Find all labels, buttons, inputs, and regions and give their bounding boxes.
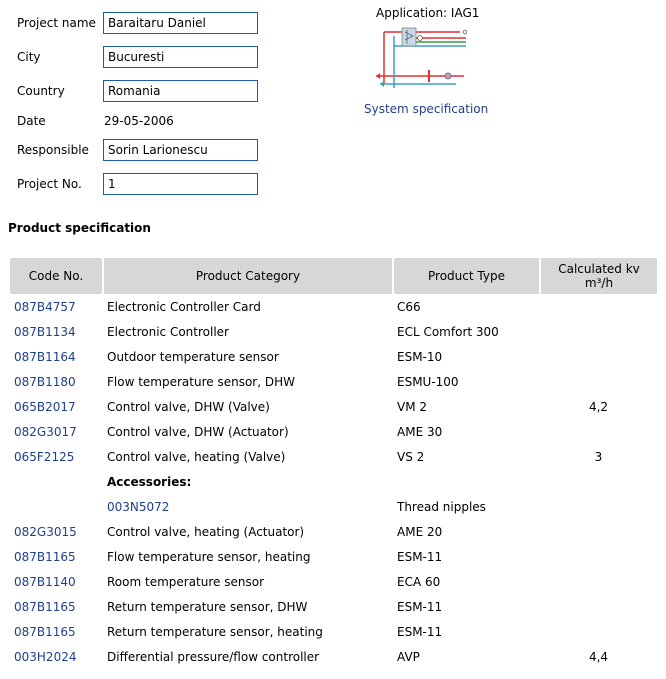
accessory-row <box>10 494 657 519</box>
table-row <box>10 594 657 619</box>
category-cell: Flow temperature sensor, heating <box>107 549 311 564</box>
col-category-header: Product Category <box>103 258 393 294</box>
code-link[interactable]: 082G3015 <box>14 524 77 539</box>
accessory-code-link[interactable]: 003N5072 <box>107 499 170 514</box>
type-cell: ECA 60 <box>397 574 441 589</box>
category-cell: Differential pressure/flow controller <box>107 649 320 664</box>
table-row <box>10 644 657 669</box>
application-label: Application: IAG1 <box>376 6 480 20</box>
city-label: City <box>17 50 41 64</box>
product-table <box>10 258 657 669</box>
table-row <box>10 519 657 544</box>
accessories-heading-row <box>10 469 657 494</box>
category-cell: Outdoor temperature sensor <box>107 349 279 364</box>
kv-cell <box>540 319 657 344</box>
type-cell: ESM-11 <box>397 624 443 639</box>
code-link[interactable]: 065F2125 <box>14 449 75 464</box>
code-link[interactable]: 087B1134 <box>14 324 76 339</box>
city-input[interactable] <box>103 46 258 68</box>
system-diagram-icon[interactable] <box>372 24 472 92</box>
type-cell: VS 2 <box>397 449 425 464</box>
kv-cell <box>540 294 657 319</box>
kv-cell <box>540 619 657 644</box>
responsible-label: Responsible <box>17 143 89 157</box>
responsible-input[interactable] <box>103 139 258 161</box>
category-cell: Return temperature sensor, heating <box>107 624 323 639</box>
kv-cell: 4,4 <box>588 649 609 664</box>
table-row <box>10 544 657 569</box>
accessory-type-cell: Thread nipples <box>397 499 486 514</box>
kv-cell <box>540 369 657 394</box>
project-name-input[interactable] <box>103 12 258 34</box>
kv-cell: 3 <box>594 449 603 464</box>
kv-cell <box>540 344 657 369</box>
table-row <box>10 344 657 369</box>
date-label: Date <box>17 114 46 128</box>
system-specification-link[interactable]: System specification <box>364 102 489 116</box>
code-link[interactable]: 003H2024 <box>14 649 77 664</box>
table-row <box>10 419 657 444</box>
table-row <box>10 619 657 644</box>
code-link[interactable]: 087B4757 <box>14 299 76 314</box>
col-type-header: Product Type <box>393 258 540 294</box>
table-row <box>10 319 657 344</box>
category-cell: Room temperature sensor <box>107 574 264 589</box>
code-link[interactable]: 087B1165 <box>14 599 76 614</box>
type-cell: ECL Comfort 300 <box>397 324 499 339</box>
category-cell: Flow temperature sensor, DHW <box>107 374 295 389</box>
code-link[interactable]: 065B2017 <box>14 399 76 414</box>
type-cell: ESM-11 <box>397 549 443 564</box>
project-name-label: Project name <box>17 16 96 30</box>
category-cell: Electronic Controller Card <box>107 299 261 314</box>
category-cell: Electronic Controller <box>107 324 229 339</box>
country-label: Country <box>17 84 65 98</box>
project-no-label: Project No. <box>17 177 82 191</box>
type-cell: AME 30 <box>397 424 443 439</box>
type-cell: ESM-10 <box>397 349 443 364</box>
table-row <box>10 369 657 394</box>
type-cell: AVP <box>397 649 420 664</box>
kv-cell <box>540 419 657 444</box>
kv-cell <box>540 519 657 544</box>
code-link[interactable]: 087B1165 <box>14 624 76 639</box>
table-header-row <box>10 258 657 294</box>
code-link[interactable]: 087B1180 <box>14 374 76 389</box>
date-value: 29-05-2006 <box>104 114 174 128</box>
kv-cell <box>540 594 657 619</box>
type-cell: AME 20 <box>397 524 443 539</box>
code-link[interactable]: 087B1140 <box>14 574 76 589</box>
accessories-heading: Accessories: <box>107 474 192 489</box>
kv-cell: 4,2 <box>588 399 609 414</box>
type-cell: VM 2 <box>397 399 428 414</box>
code-link[interactable]: 087B1164 <box>14 349 76 364</box>
table-row <box>10 444 657 469</box>
category-cell: Control valve, DHW (Actuator) <box>107 424 289 439</box>
table-row <box>10 394 657 419</box>
table-row <box>10 294 657 319</box>
col-code-header: Code No. <box>10 258 103 294</box>
category-cell: Return temperature sensor, DHW <box>107 599 308 614</box>
code-link[interactable]: 082G3017 <box>14 424 77 439</box>
country-input[interactable] <box>103 80 258 102</box>
category-cell: Control valve, heating (Valve) <box>107 449 286 464</box>
product-specification-title: Product specification <box>8 221 151 235</box>
table-row <box>10 569 657 594</box>
project-no-input[interactable] <box>103 173 258 195</box>
kv-cell <box>540 569 657 594</box>
type-cell: ESM-11 <box>397 599 443 614</box>
type-cell: C66 <box>397 299 421 314</box>
code-link[interactable]: 087B1165 <box>14 549 76 564</box>
category-cell: Control valve, heating (Actuator) <box>107 524 305 539</box>
type-cell: ESMU-100 <box>397 374 459 389</box>
category-cell: Control valve, DHW (Valve) <box>107 399 270 414</box>
kv-cell <box>540 544 657 569</box>
col-kv-header: Calculated kv m³/h <box>540 258 657 294</box>
